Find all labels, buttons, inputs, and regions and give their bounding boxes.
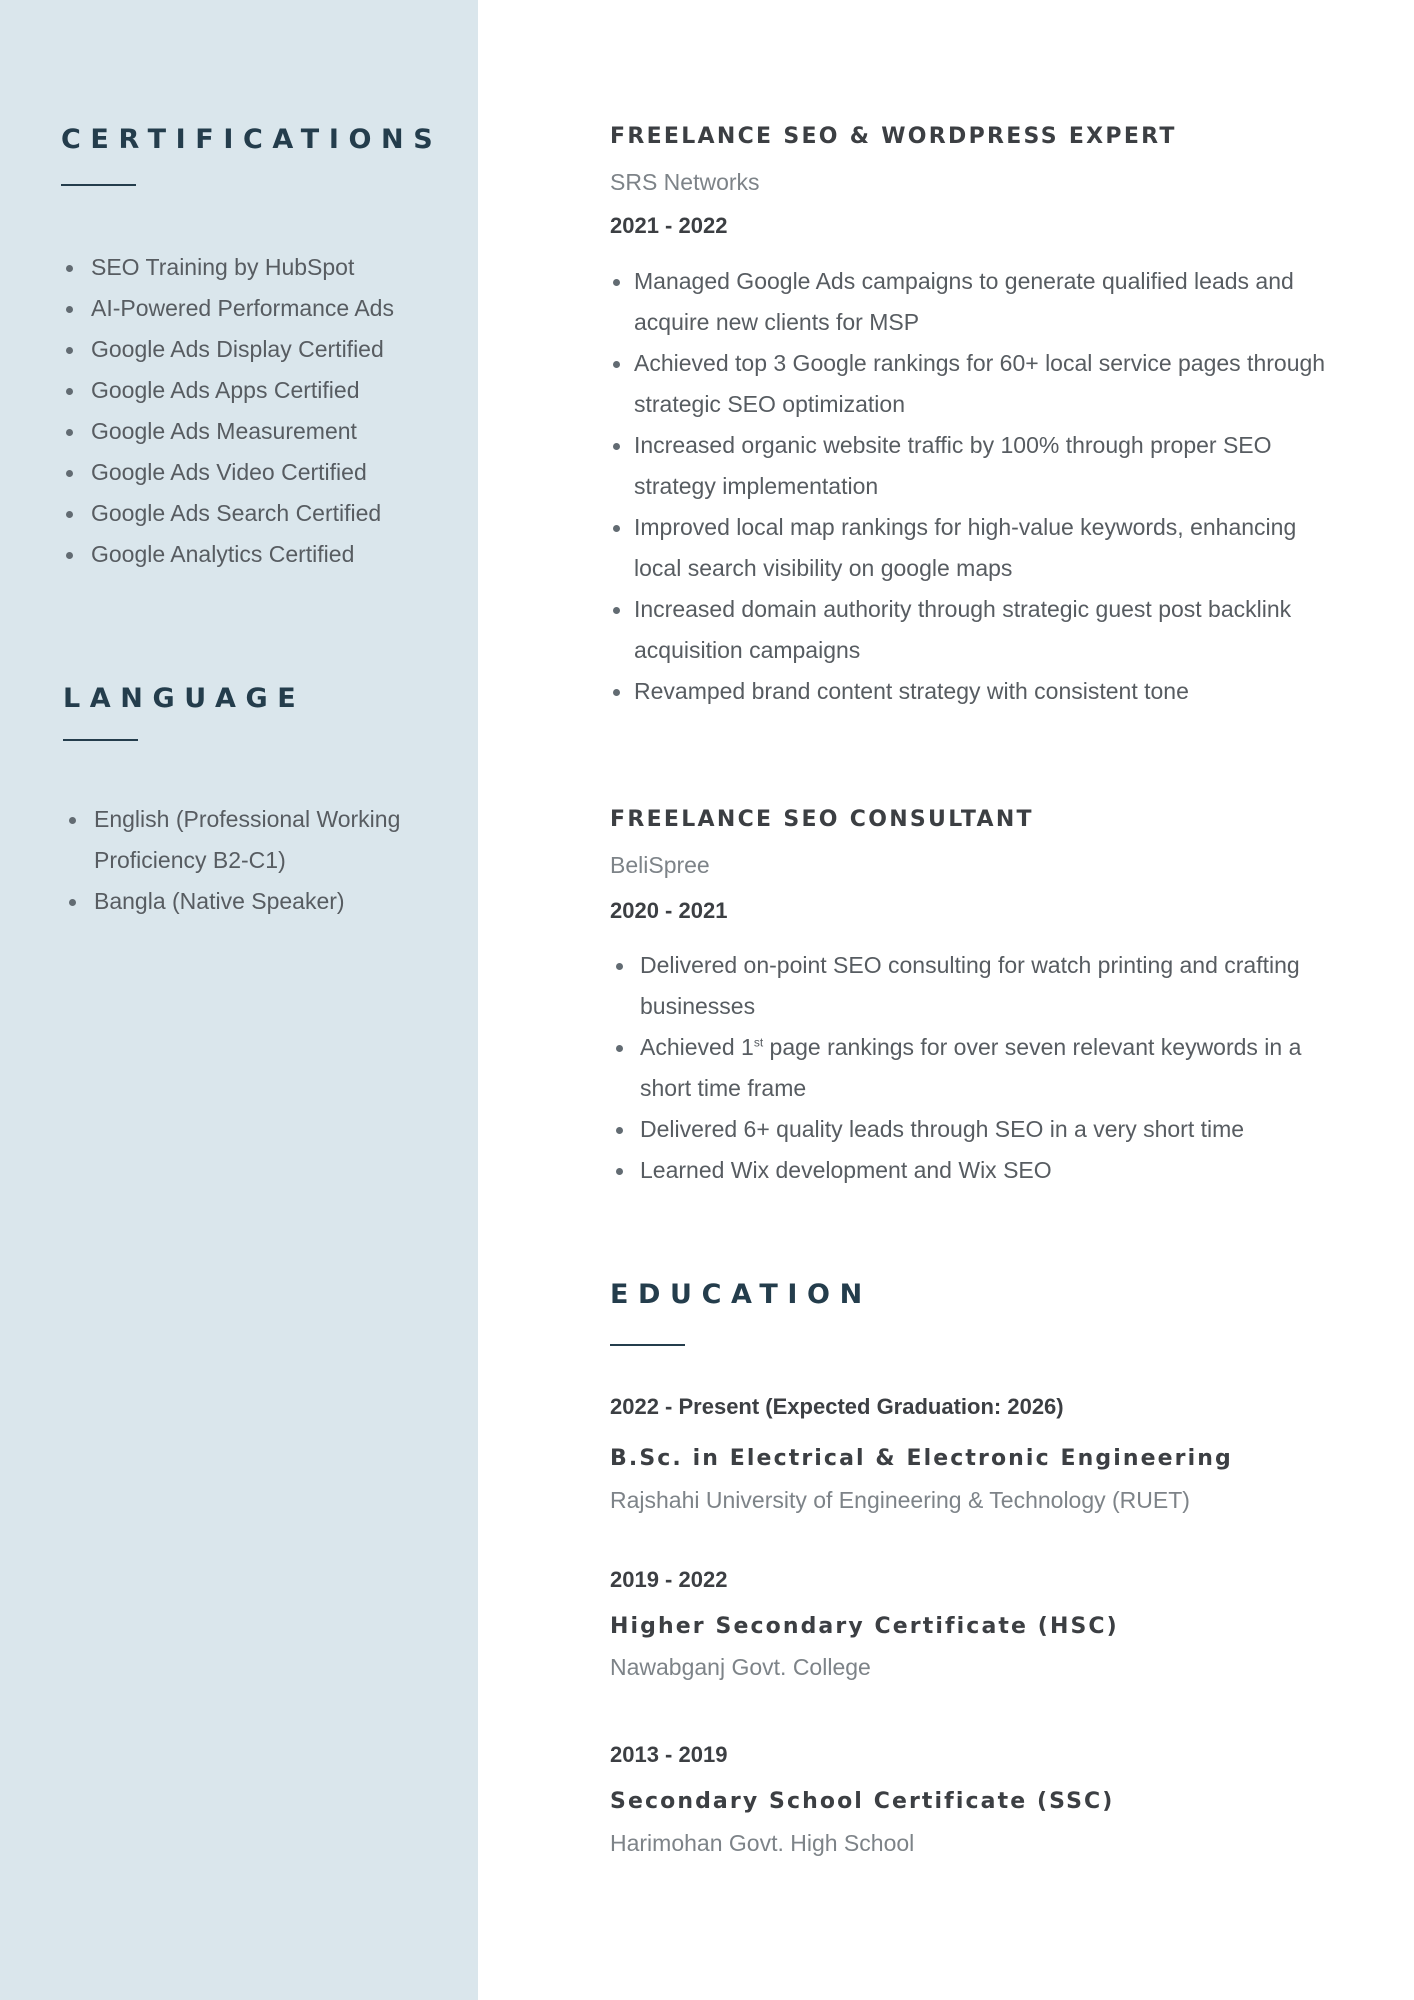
education-divider bbox=[610, 1344, 685, 1346]
job-bullets bbox=[610, 261, 1335, 712]
certification-item: Google Ads Video Certified bbox=[61, 452, 461, 493]
certifications-heading: CERTIFICATIONS bbox=[61, 124, 443, 155]
job-bullet: Learned Wix development and Wix SEO bbox=[610, 1150, 1335, 1191]
job-years: 2020 - 2021 bbox=[610, 898, 728, 923]
education-heading: EDUCATION bbox=[610, 1279, 872, 1310]
job-bullet bbox=[610, 1027, 1335, 1109]
school-name: Harimohan Govt. High School bbox=[610, 1830, 915, 1856]
sidebar bbox=[0, 0, 478, 2000]
certification-item: Google Ads Search Certified bbox=[61, 493, 461, 534]
company-name: BeliSpree bbox=[610, 852, 710, 878]
language-item: English (Professional Working Proficiency B2-C1) bbox=[64, 799, 434, 881]
school-name: Rajshahi University of Engineering & Technology (RUET) bbox=[610, 1487, 1190, 1513]
job-bullet: Increased domain authority through strategic guest post backlink acquisition campaigns bbox=[610, 589, 1335, 671]
certification-item: AI-Powered Performance Ads bbox=[61, 288, 461, 329]
education-years: 2022 - Present (Expected Graduation: 2026) bbox=[610, 1394, 1064, 1419]
job-title: FREELANCE SEO & WORDPRESS EXPERT bbox=[610, 124, 1177, 149]
certification-item: Google Ads Apps Certified bbox=[61, 370, 461, 411]
degree-title: B.Sc. in Electrical & Electronic Engineering bbox=[610, 1446, 1233, 1471]
certification-item: Google Ads Measurement bbox=[61, 411, 461, 452]
certification-item: Google Analytics Certified bbox=[61, 534, 461, 575]
certification-item: SEO Training by HubSpot bbox=[61, 247, 461, 288]
certifications-divider bbox=[61, 184, 136, 186]
company-name: SRS Networks bbox=[610, 169, 760, 195]
language-item: Bangla (Native Speaker) bbox=[64, 881, 434, 922]
degree-title: Higher Secondary Certificate (HSC) bbox=[610, 1614, 1119, 1639]
degree-title: Secondary School Certificate (SSC) bbox=[610, 1789, 1115, 1814]
job-bullet: Revamped brand content strategy with consistent tone bbox=[610, 671, 1335, 712]
job-bullet: Achieved top 3 Google rankings for 60+ local service pages through strategic SEO optimization bbox=[610, 343, 1335, 425]
job-bullet: Delivered 6+ quality leads through SEO in a very short time bbox=[610, 1109, 1335, 1150]
language-list bbox=[64, 799, 434, 922]
job-bullet: Managed Google Ads campaigns to generate qualified leads and acquire new clients for MSP bbox=[610, 261, 1335, 343]
bullet-text-start: Achieved 1 bbox=[640, 1034, 754, 1060]
job-bullet: Increased organic website traffic by 100% through proper SEO strategy implementation bbox=[610, 425, 1335, 507]
language-divider bbox=[63, 739, 138, 741]
school-name: Nawabganj Govt. College bbox=[610, 1654, 871, 1680]
bullet-text-end: page rankings for over seven relevant keywords in a short time frame bbox=[640, 1034, 1302, 1101]
education-years: 2013 - 2019 bbox=[610, 1742, 728, 1767]
certification-item: Google Ads Display Certified bbox=[61, 329, 461, 370]
job-bullet: Improved local map rankings for high-value keywords, enhancing local search visibility on google maps bbox=[610, 507, 1335, 589]
education-years: 2019 - 2022 bbox=[610, 1567, 728, 1592]
language-heading: LANGUAGE bbox=[63, 683, 306, 714]
job-bullets bbox=[610, 945, 1335, 1191]
job-bullet: Delivered on-point SEO consulting for watch printing and crafting businesses bbox=[610, 945, 1335, 1027]
ordinal-suffix: st bbox=[753, 1035, 764, 1050]
job-years: 2021 - 2022 bbox=[610, 213, 728, 238]
certifications-list bbox=[61, 247, 461, 575]
job-title: FREELANCE SEO CONSULTANT bbox=[610, 807, 1034, 832]
